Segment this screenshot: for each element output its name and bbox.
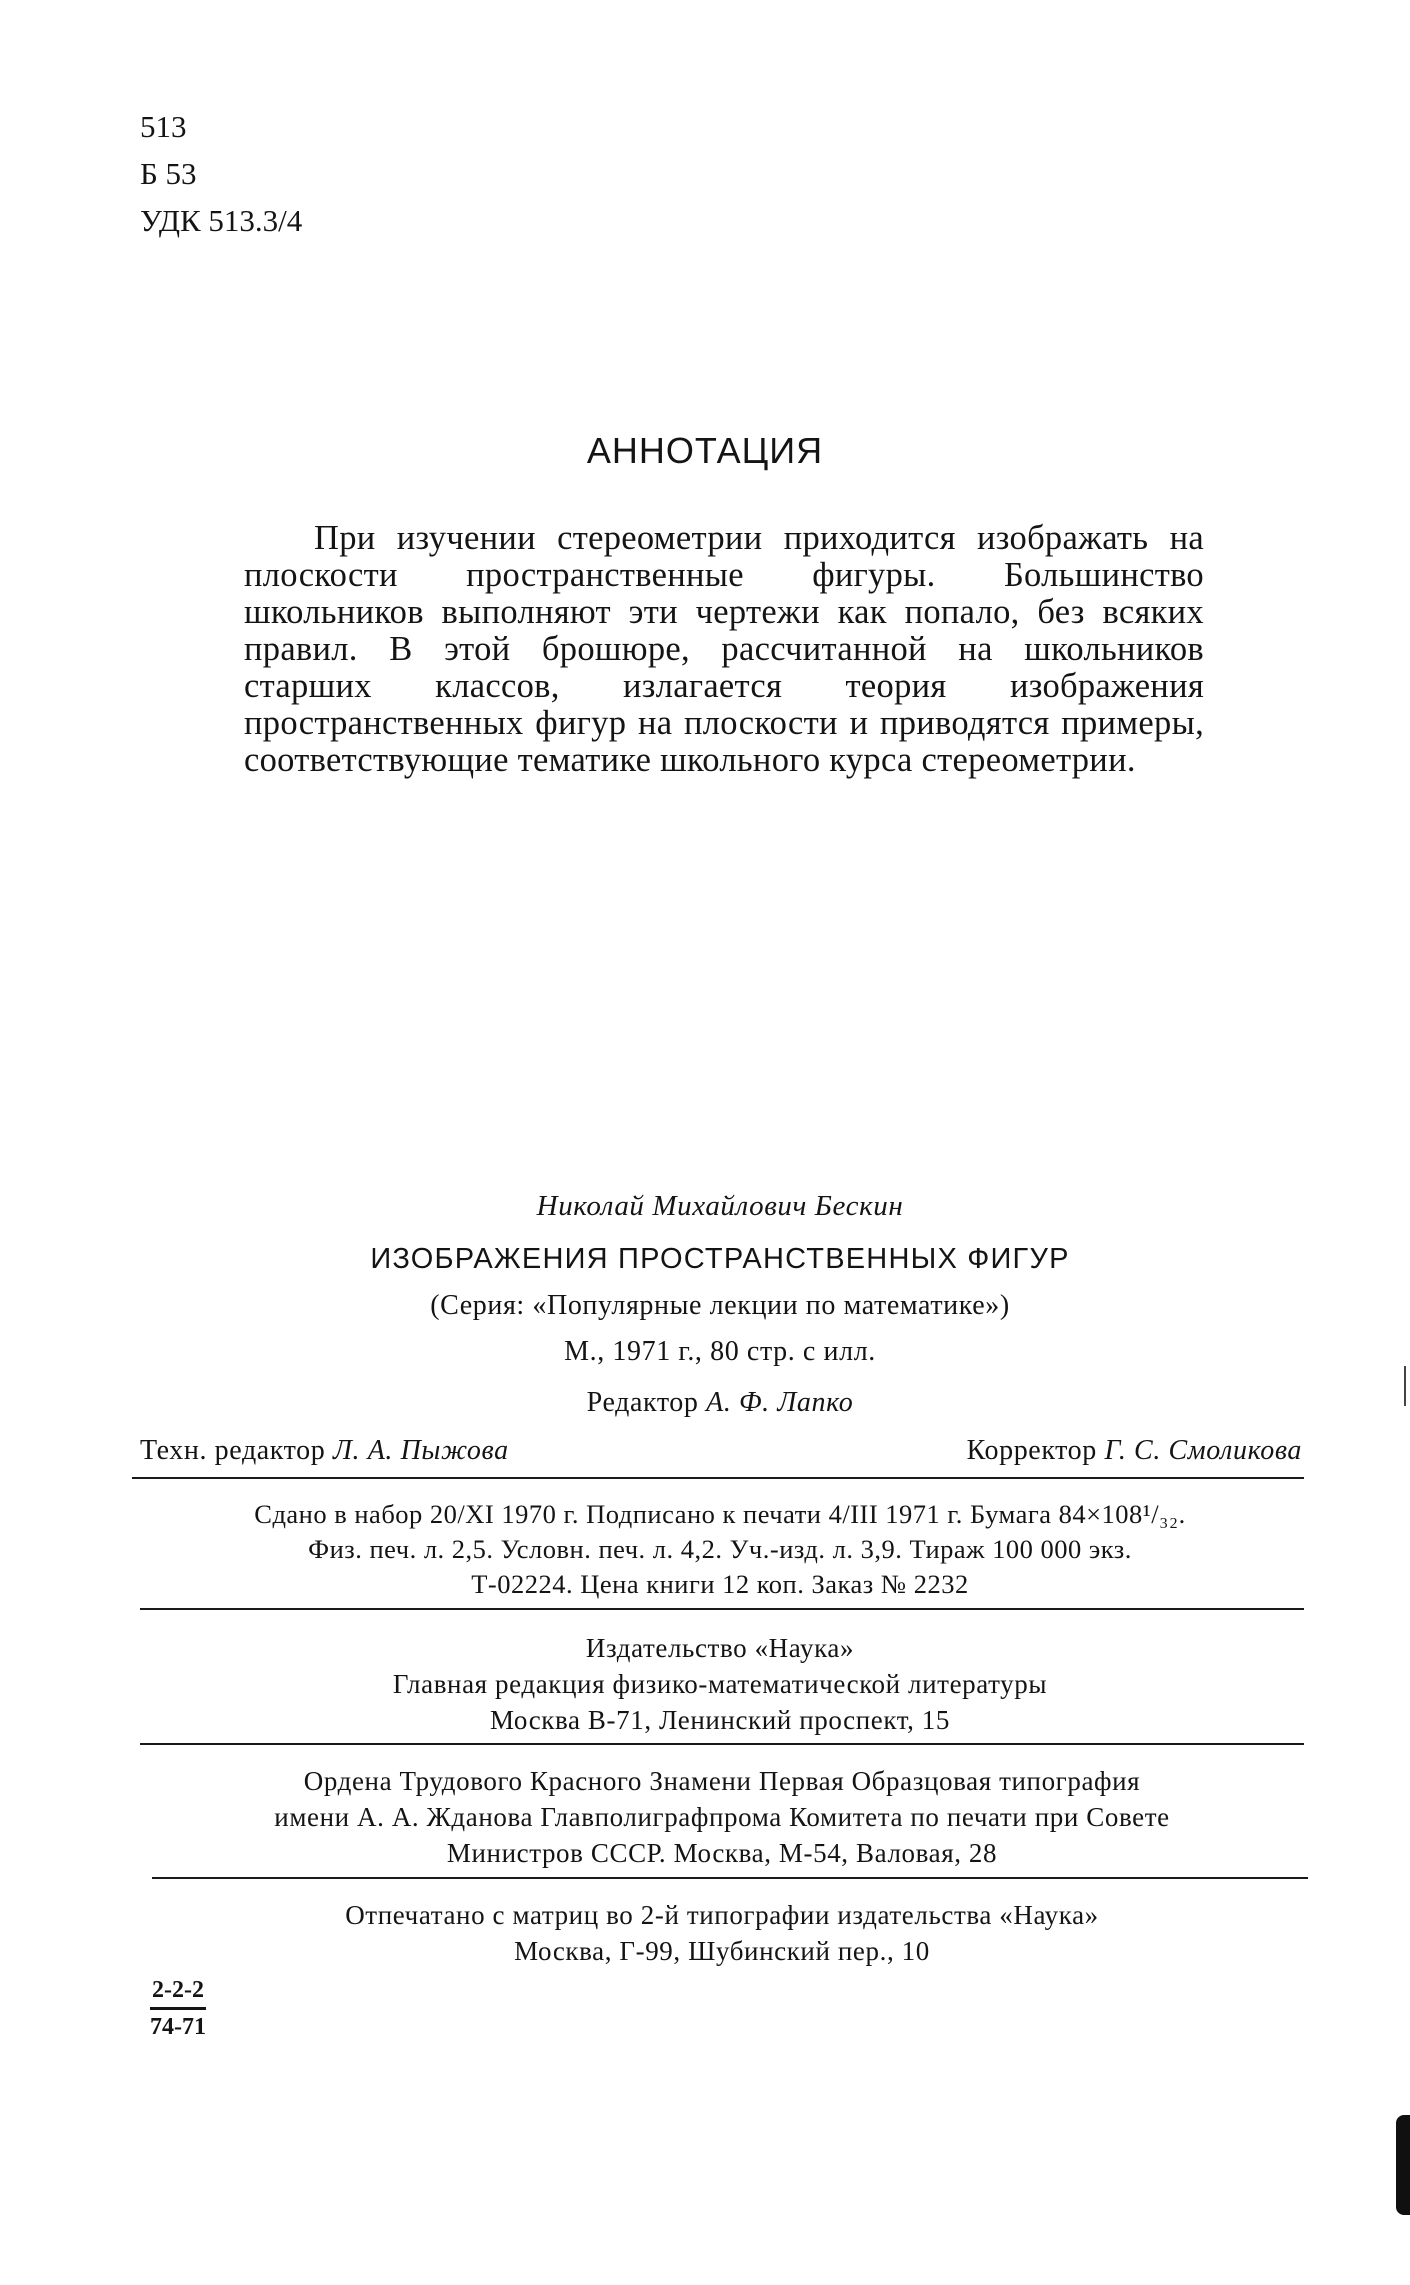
imprint-line: М., 1971 г., 80 стр. с илл. — [564, 1336, 876, 1367]
code-udc-number: 513 — [140, 109, 187, 144]
reprint-info — [140, 1897, 1304, 1969]
proofreader-name: Г. С. Смоликова — [1104, 1435, 1302, 1466]
reprint-line: Отпечатано с матриц во 2-й типографии издательства «Наука» — [345, 1900, 1099, 1930]
editor-label: Редактор — [586, 1387, 699, 1418]
divider-4 — [152, 1877, 1308, 1879]
print-info — [130, 1497, 1310, 1602]
typography-line: Министров СССР. Москва, М-54, Валовая, 28 — [446, 1838, 998, 1868]
staff-row — [140, 1435, 1302, 1467]
annotation-title: АННОТАЦИЯ — [586, 430, 824, 471]
scan-edge-tick — [1404, 1366, 1406, 1406]
book-title: ИЗОБРАЖЕНИЯ ПРОСТРАНСТВЕННЫХ ФИГУР — [370, 1243, 1070, 1275]
proofreader-label: Корректор — [966, 1435, 1097, 1466]
publisher-line: Главная редакция физико-математической литературы — [392, 1669, 1048, 1699]
divider-3 — [140, 1743, 1304, 1745]
publisher-line: Москва В-71, Ленинский проспект, 15 — [489, 1705, 950, 1735]
divider-2 — [140, 1608, 1304, 1610]
series-line: (Серия: «Популярные лекции по математике») — [430, 1290, 1010, 1321]
code-udk: УДК 513.3/4 — [140, 203, 303, 238]
fraction-numerator: 2-2-2 — [150, 1975, 206, 2010]
author-name: Николай Михайлович Бескин — [536, 1190, 904, 1222]
typography-info — [140, 1763, 1304, 1871]
editor-name: А. Ф. Лапко — [706, 1387, 854, 1418]
tech-editor-label: Техн. редактор — [140, 1435, 326, 1466]
annotation-text: При изучении стереометрии приходится изображать на плоскости пространственные фигуры. Большинство школьников выполняют эти чертежи как попало, без всяких правил. В этой брошюре, рассчитанной на школьников старших классов, излагается теория изображения пространственных фигур на плоскости и приводятся примеры, соответствующие тематике школьного курса стереометрии. — [244, 519, 1204, 779]
fraction-denominator: 74-71 — [150, 2014, 206, 2040]
publisher-line: Издательство «Наука» — [585, 1633, 855, 1663]
print-info-line: Физ. печ. л. 2,5. Условн. печ. л. 4,2. Уч.-изд. л. 3,9. Тираж 100 000 экз. — [308, 1534, 1132, 1564]
tech-editor-name: Л. А. Пыжова — [332, 1435, 509, 1466]
typography-line: имени А. А. Жданова Главполиграфпрома Комитета по печати при Совете — [274, 1802, 1170, 1832]
print-info-line: Т-02224. Цена книги 12 коп. Заказ № 2232 — [471, 1569, 969, 1599]
code-bbk: Б 53 — [140, 156, 197, 191]
publisher-info — [140, 1630, 1300, 1738]
fraction-code — [150, 1975, 206, 2042]
reprint-line: Москва, Г-99, Шубинский пер., 10 — [514, 1936, 930, 1966]
print-info-line: Сдано в набор 20/XI 1970 г. Подписано к печати 4/III 1971 г. Бумага 84×108¹/₃₂. — [254, 1499, 1186, 1529]
divider-1 — [132, 1477, 1304, 1479]
typography-line: Ордена Трудового Красного Знамени Первая Образцовая типография — [303, 1766, 1141, 1796]
classification-codes — [140, 103, 302, 244]
editor-line — [140, 1387, 1300, 1419]
tech-editor — [140, 1435, 509, 1467]
scan-edge-mark — [1396, 2115, 1410, 2215]
proofreader — [967, 1435, 1302, 1467]
